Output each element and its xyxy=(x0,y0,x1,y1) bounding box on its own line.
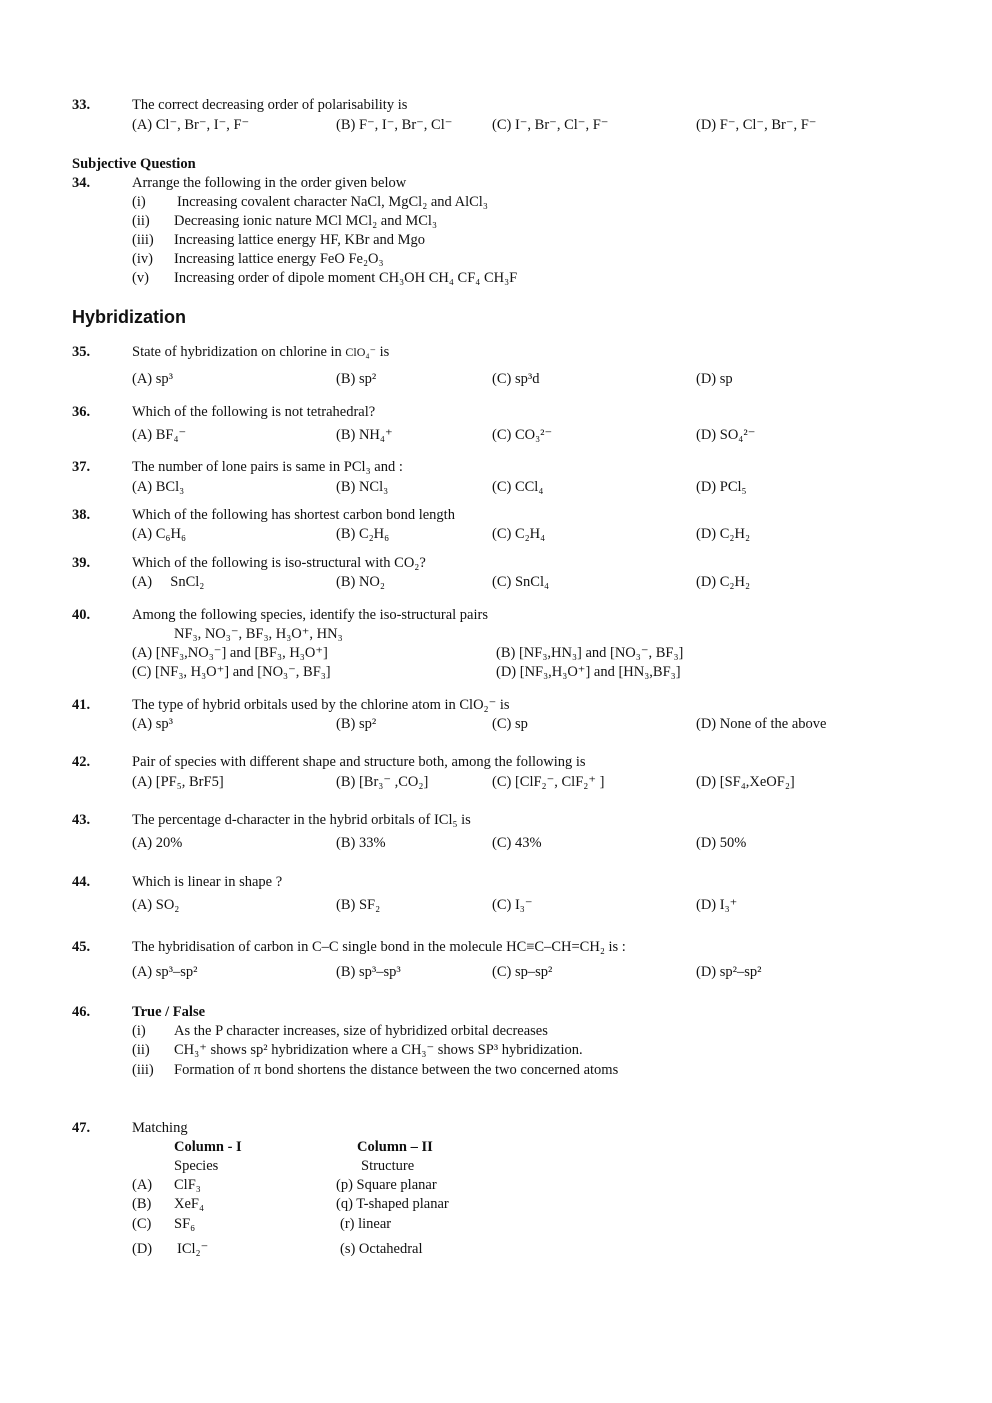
item-text: Formation of π bond shortens the distance between the two concerned atoms xyxy=(174,1062,619,1078)
question-text: Which is linear in shape ? xyxy=(132,874,283,890)
option-a: (A) BCl₃ xyxy=(132,479,185,495)
question-number: 40. xyxy=(72,607,91,623)
question-text: The correct decreasing order of polarisability is xyxy=(132,97,408,113)
question-number: 36. xyxy=(72,404,91,420)
item-label: (v) xyxy=(132,270,149,286)
item-label: (i) xyxy=(132,194,146,210)
option-d: (D) [NF₃,H₃O⁺] and [HN₃,BF₃] xyxy=(496,664,681,680)
question-text: Which of the following has shortest carbon bond length xyxy=(132,507,455,523)
option-c: (C) CCl₄ xyxy=(492,479,544,495)
option-d: (D) C₂H₂ xyxy=(696,574,751,590)
option-d: (D) sp xyxy=(696,371,733,387)
item-label: (i) xyxy=(132,1023,146,1039)
option-c: (C) I₃⁻ xyxy=(492,897,533,913)
option-b: (B) sp² xyxy=(336,371,377,387)
option-c: (C) sp–sp² xyxy=(492,964,553,980)
question-number: 46. xyxy=(72,1004,91,1020)
option-d: (D) 50% xyxy=(696,835,747,851)
row-label: (D) xyxy=(132,1241,153,1257)
option-c: (C) sp³d xyxy=(492,371,540,387)
question-number: 47. xyxy=(72,1120,91,1136)
question-number: 39. xyxy=(72,555,91,571)
question-number: 38. xyxy=(72,507,91,523)
column-2-subheader: Structure xyxy=(361,1158,415,1174)
structure-cell: (q) T-shaped planar xyxy=(336,1196,449,1212)
question-text: The percentage d-character in the hybrid orbitals of ICl₅ is xyxy=(132,812,471,828)
item-text: Decreasing ionic nature MCl MCl₂ and MCl₃ xyxy=(174,213,438,229)
option-c: (C) sp xyxy=(492,716,528,732)
option-d: (D) None of the above xyxy=(696,716,827,732)
species-cell: SF₆ xyxy=(174,1216,196,1232)
option-a: (A) sp³ xyxy=(132,716,173,732)
item-label: (ii) xyxy=(132,213,150,229)
option-d: (D) SO₄²⁻ xyxy=(696,427,756,443)
item-text: Increasing lattice energy HF, KBr and Mgo xyxy=(174,232,426,248)
option-a: (A) Cl⁻, Br⁻, I⁻, F⁻ xyxy=(132,117,250,133)
question-text: Arrange the following in the order given below xyxy=(132,175,407,191)
question-number: 33. xyxy=(72,97,91,113)
item-label: (ii) xyxy=(132,1042,150,1058)
option-b: (B) F⁻, I⁻, Br⁻, Cl⁻ xyxy=(336,117,453,133)
option-c: (C) [NF₃, H₃O⁺] and [NO₃⁻, BF₃] xyxy=(132,664,331,680)
question-number: 37. xyxy=(72,459,91,475)
structure-cell: (s) Octahedral xyxy=(340,1241,423,1257)
species-cell: ClF₃ xyxy=(174,1177,201,1193)
question-number: 34. xyxy=(72,175,91,191)
species-list: NF₃, NO₃⁻, BF₃, H₃O⁺, HN₃ xyxy=(174,626,343,642)
matching-heading: Matching xyxy=(132,1120,188,1136)
column-1-subheader: Species xyxy=(174,1158,219,1174)
option-c: (C) CO₃²⁻ xyxy=(492,427,553,443)
option-a: (A) 20% xyxy=(132,835,183,851)
ion-formula: ClO₄⁻ xyxy=(345,345,376,359)
question-number: 44. xyxy=(72,874,91,890)
question-text: The number of lone pairs is same in PCl₃ and : xyxy=(132,459,403,475)
question-text: Pair of species with different shape and structure both, among the following is xyxy=(132,754,586,770)
option-b: (B) NH₄⁺ xyxy=(336,427,393,443)
option-c: (C) C₂H₄ xyxy=(492,526,546,542)
question-number: 43. xyxy=(72,812,91,828)
option-b: (B) sp² xyxy=(336,716,377,732)
subjective-heading: Subjective Question xyxy=(72,156,196,172)
option-c: (C) SnCl₄ xyxy=(492,574,550,590)
question-text: The type of hybrid orbitals used by the chlorine atom in ClO₂⁻ is xyxy=(132,697,510,713)
option-b: (B) SF₂ xyxy=(336,897,381,913)
question-text: Among the following species, identify the iso-structural pairs xyxy=(132,607,488,623)
section-title: Hybridization xyxy=(72,307,187,327)
option-b: (B) 33% xyxy=(336,835,386,851)
option-d: (D) PCl₅ xyxy=(696,479,747,495)
row-label: (C) xyxy=(132,1216,152,1232)
species-cell: ICl₂⁻ xyxy=(177,1241,209,1257)
option-d: (D) [SF₄,XeOF₂] xyxy=(696,774,795,790)
question-number: 45. xyxy=(72,939,91,955)
structure-cell: (p) Square planar xyxy=(336,1177,437,1193)
option-b: (B) sp³–sp³ xyxy=(336,964,401,980)
option-a: (A) [PF₅, BrF5] xyxy=(132,774,224,790)
true-false-heading: True / False xyxy=(132,1004,206,1020)
item-label: (iv) xyxy=(132,251,153,267)
question-text: The hybridisation of carbon in C–C single bond in the molecule HC≡C–CH=CH₂ is : xyxy=(132,939,626,955)
item-text: Increasing lattice energy FeO Fe₂O₃ xyxy=(174,251,384,267)
option-a: (A) [NF₃,NO₃⁻] and [BF₃, H₃O⁺] xyxy=(132,645,328,661)
option-a: (A) SnCl₂ xyxy=(132,574,205,590)
item-text: As the P character increases, size of hybridized orbital decreases xyxy=(174,1023,548,1039)
option-c: (C) I⁻, Br⁻, Cl⁻, F⁻ xyxy=(492,117,609,133)
item-text: Increasing order of dipole moment CH₃OH CH₄ CF₄ CH₃F xyxy=(174,270,518,286)
option-a: (A) sp³–sp² xyxy=(132,964,198,980)
option-d: (D) I₃⁺ xyxy=(696,897,738,913)
structure-cell: (r) linear xyxy=(340,1216,392,1232)
option-b: (B) [Br₃⁻ ,CO₂] xyxy=(336,774,429,790)
question-number: 35. xyxy=(72,344,91,360)
option-b: (B) [NF₃,HN₃] and [NO₃⁻, BF₃] xyxy=(496,645,684,661)
option-c: (C) 43% xyxy=(492,835,542,851)
question-text: State of hybridization on chlorine in ClO₄⁻ is xyxy=(132,344,390,360)
row-label: (A) xyxy=(132,1177,153,1193)
column-2-header: Column – II xyxy=(357,1139,433,1155)
option-b: (B) NO₂ xyxy=(336,574,385,590)
item-text: Increasing covalent character NaCl, MgCl₂ and AlCl₃ xyxy=(177,194,488,210)
option-a: (A) C₆H₆ xyxy=(132,526,187,542)
species-cell: XeF₄ xyxy=(174,1196,205,1212)
option-a: (A) BF₄⁻ xyxy=(132,427,187,443)
option-b: (B) NCl₃ xyxy=(336,479,389,495)
option-d: (D) F⁻, Cl⁻, Br⁻, F⁻ xyxy=(696,117,817,133)
item-label: (iii) xyxy=(132,232,154,248)
question-text: Which of the following is iso-structural with CO₂? xyxy=(132,555,426,571)
option-a: (A) SO₂ xyxy=(132,897,180,913)
row-label: (B) xyxy=(132,1196,152,1212)
option-d: (D) C₂H₂ xyxy=(696,526,751,542)
question-text: Which of the following is not tetrahedral? xyxy=(132,404,376,420)
option-d: (D) sp²–sp² xyxy=(696,964,762,980)
question-number: 42. xyxy=(72,754,91,770)
option-c: (C) [ClF₂⁻, ClF₂⁺ ] xyxy=(492,774,605,790)
item-text: CH₃⁺ shows sp² hybridization where a CH₃⁻ shows SP³ hybridization. xyxy=(174,1042,583,1058)
option-a: (A) sp³ xyxy=(132,371,173,387)
column-1-header: Column - I xyxy=(174,1139,242,1155)
question-number: 41. xyxy=(72,697,91,713)
item-label: (iii) xyxy=(132,1062,154,1078)
option-b: (B) C₂H₆ xyxy=(336,526,390,542)
